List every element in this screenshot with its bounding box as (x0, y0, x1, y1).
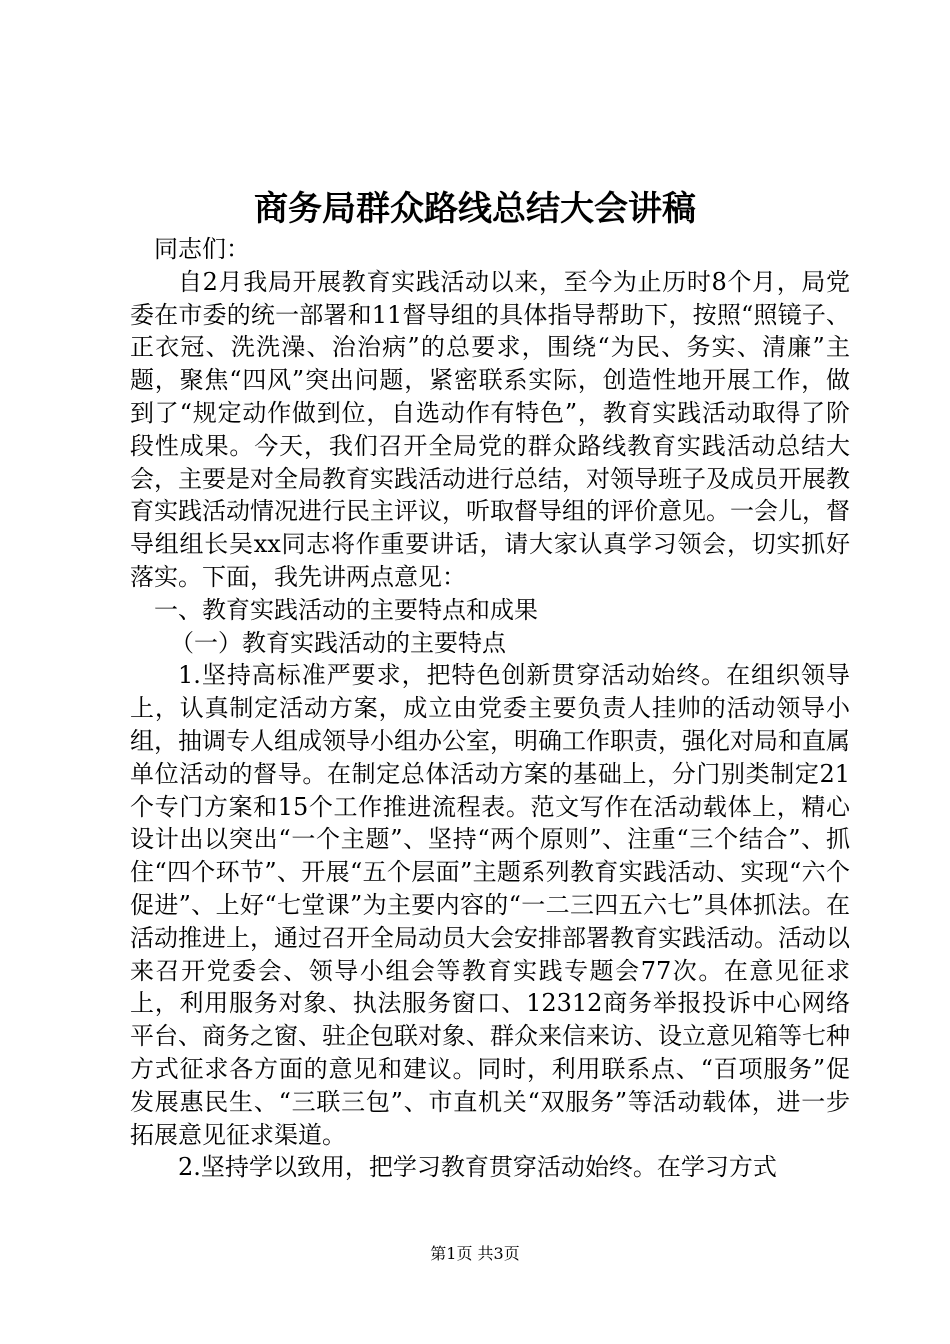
body-paragraph-2: 2.坚持学以致用，把学习教育贯穿活动始终。在学习方式 (178, 1153, 777, 1182)
intro-paragraph: 自2月我局开展教育实践活动以来，至今为止历时8个月，局党委在市委的统一部署和11督导组的具体指导帮助下，按照“照镜子、正衣冠、洗洗澡、治治病”的总要求，围绕“为民、务实、清廉”主题，聚焦“四风”突出问题，紧密联系实际，创造性地开展工作，做到了“规定动作做到位，自选动作有特色”，教育实践活动取得了阶段性成果。今天，我们召开全局党的群众路线教育实践活动总结大会，主要是对全局教育实践活动进行总结，对领导班子及成员开展教育实践活动情况进行民主评议，听取督导组的评价意见。一会儿，督导组组长吴xx同志将作重要讲话，请大家认真学习领会，切实抓好落实。下面，我先讲两点意见： (130, 267, 850, 591)
page-footer: 第1页 共3页 (430, 1244, 520, 1263)
document-body (130, 233, 850, 1184)
document-title: 商务局群众路线总结大会讲稿 (254, 189, 696, 229)
section-heading: 一、教育实践活动的主要特点和成果 (154, 595, 538, 624)
greeting-paragraph: 同志们： (154, 235, 250, 263)
subsection-heading: （一）教育实践活动的主要特点 (170, 628, 506, 657)
body-paragraph-1: 1.坚持高标准严要求，把特色创新贯穿活动始终。在组织领导上，认真制定活动方案，成立由党委主要负责人挂帅的活动领导小组，抽调专人组成领导小组办公室，明确工作职责，强化对局和直属单位活动的督导。在制定总体活动方案的基础上，分门别类制定21个专门方案和15个工作推进流程表。范文写作在活动载体上，精心设计出以突出“一个主题”、坚持“两个原则”、注重“三个结合”、抓住“四个环节”、开展“五个层面”主题系列教育实践活动、实现“六个促进”、上好“七堂课”为主要内容的“一二三四五六七”具体抓法。在活动推进上，通过召开全局动员大会安排部署教育实践活动。活动以来召开党委会、领导小组会等教育实践专题会77次。在意见征求上，利用服务对象、执法服务窗口、12312商务举报投诉中心网络平台、商务之窗、驻企包联对象、群众来信来访、设立意见箱等七种方式征求各方面的意见和建议。同时，利用联系点、“百项服务”促发展惠民生、“三联三包”、市直机关“双服务”等活动载体，进一步拓展意见征求渠道。 (130, 661, 850, 1149)
